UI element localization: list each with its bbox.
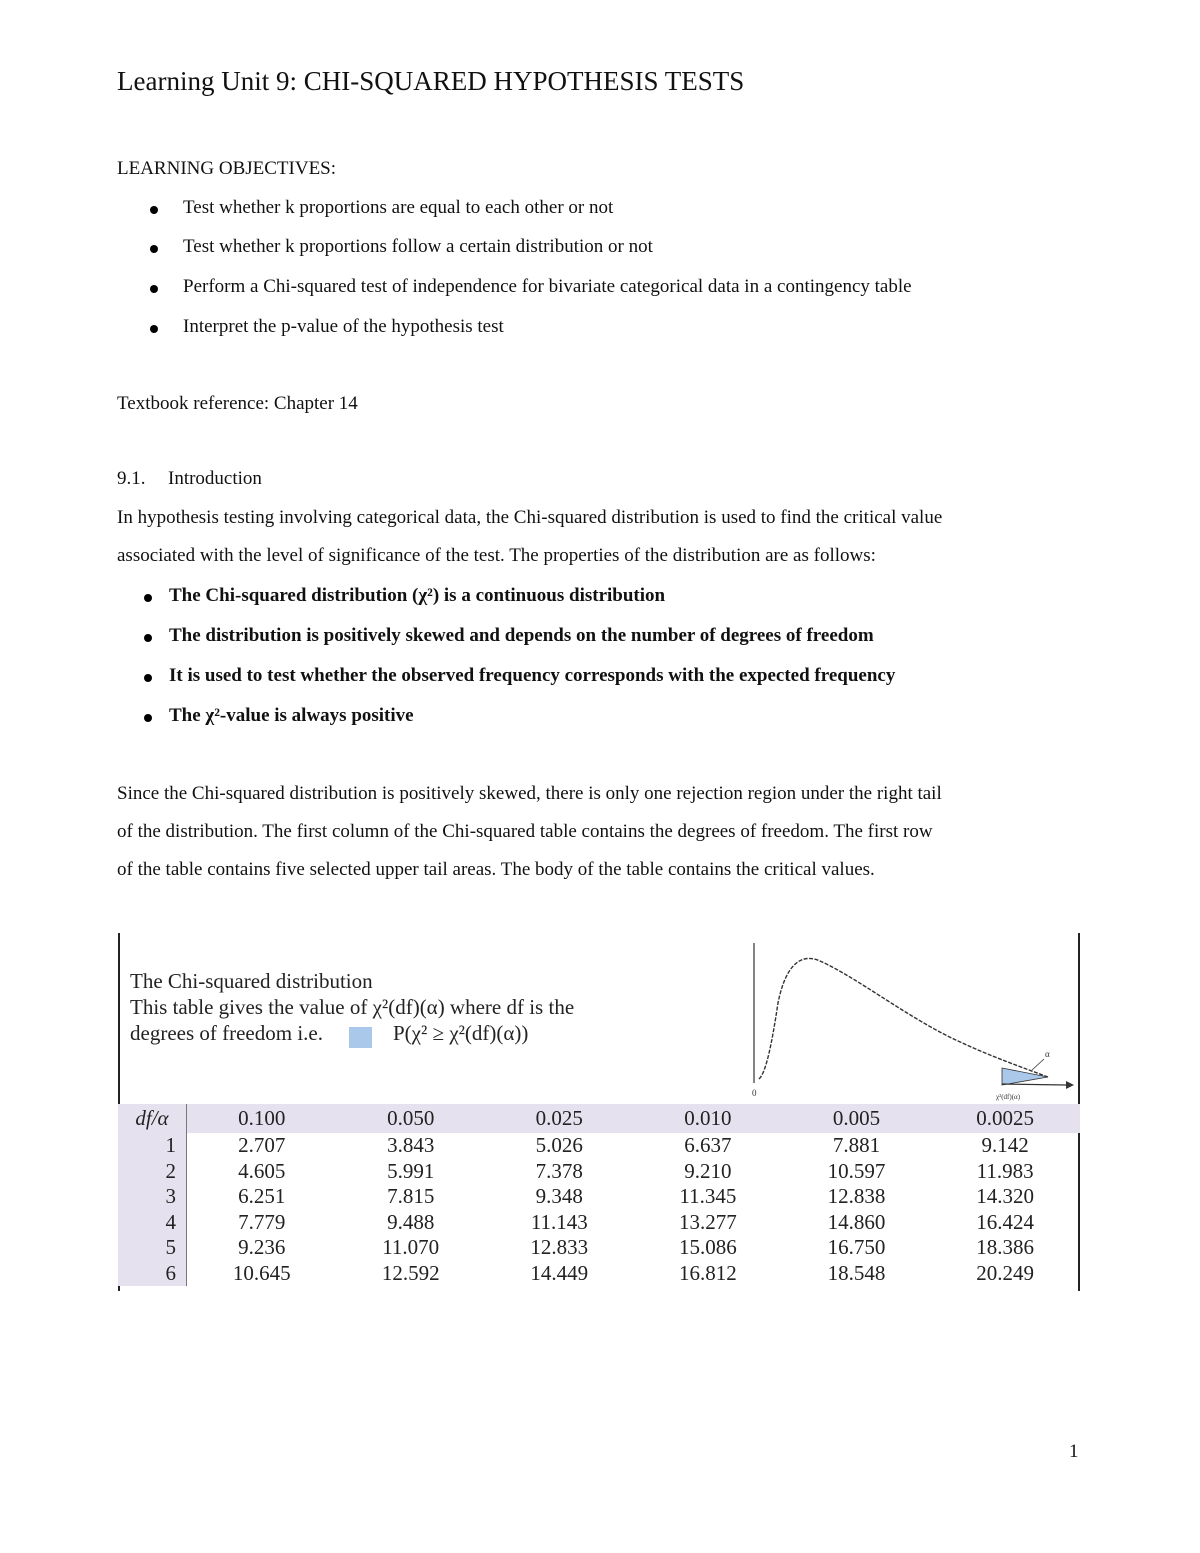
- textbook-reference: Textbook reference: Chapter 14: [117, 393, 358, 414]
- table-cell: 14.320: [976, 1184, 1035, 1209]
- rejection-region-shading: [1002, 1068, 1048, 1085]
- table-cell: 6.637: [684, 1133, 732, 1158]
- table-cell: 12.592: [381, 1260, 440, 1285]
- table-row: [118, 1261, 1080, 1287]
- table-cell: 11.345: [679, 1184, 737, 1209]
- objective-item: Test whether k proportions are equal to each other or not: [183, 197, 614, 218]
- df-cell: 5: [118, 1235, 187, 1261]
- chi-squared-curve-diagram: [748, 933, 1080, 1103]
- objective-item: Test whether k proportions follow a certain distribution or not: [183, 236, 653, 257]
- table-cell: 9.210: [684, 1158, 732, 1183]
- table-cell: 16.812: [679, 1260, 737, 1285]
- objective-item: Interpret the p-value of the hypothesis test: [183, 316, 504, 337]
- table-cell: 5.991: [387, 1158, 435, 1183]
- bullet-icon: [144, 634, 152, 642]
- column-header: 0.050: [336, 1104, 485, 1133]
- intro-paragraph-line: associated with the level of significance of the test. The properties of the distribution are as follows:: [117, 545, 876, 566]
- table-cell: 7.378: [535, 1158, 583, 1183]
- column-header: 0.025: [485, 1104, 634, 1133]
- table-row: [118, 1133, 1080, 1159]
- df-cell: 1: [118, 1133, 187, 1159]
- bullet-icon: [150, 245, 158, 253]
- table-row: [118, 1159, 1080, 1185]
- table-cell: 7.779: [238, 1209, 286, 1234]
- figure-caption: This table gives the value of χ²(df)(α) where df is the: [130, 995, 575, 1019]
- shaded-area-swatch: [349, 1027, 372, 1048]
- intro-paragraph-line: In hypothesis testing involving categorical data, the Chi-squared distribution is used to find the critical value: [117, 507, 943, 528]
- bullet-icon: [150, 206, 158, 214]
- chi-squared-table-figure: [118, 933, 1080, 1291]
- table-cell: 11.070: [382, 1235, 440, 1260]
- origin-label: 0: [752, 1088, 757, 1098]
- table-header-row: [118, 1104, 1080, 1133]
- figure-caption: The Chi-squared distribution: [130, 969, 373, 993]
- table-cell: 14.860: [827, 1209, 886, 1234]
- property-item: The Chi-squared distribution (χ²) is a continuous distribution: [169, 585, 666, 606]
- table-cell: 15.086: [679, 1235, 737, 1260]
- alpha-pointer: [1032, 1059, 1044, 1070]
- table-cell: 14.449: [530, 1260, 589, 1285]
- bullet-icon: [144, 594, 152, 602]
- section-title: Introduction: [168, 468, 262, 489]
- table-cell: 20.249: [976, 1260, 1035, 1285]
- table-cell: 9.348: [535, 1184, 583, 1209]
- explanation-paragraph-line: of the table contains five selected upper tail areas. The body of the table contains the critical values.: [117, 859, 875, 880]
- probability-formula: P(χ² ≥ χ²(df)(α)): [393, 1021, 529, 1045]
- df-cell: 4: [118, 1210, 187, 1236]
- table-cell: 7.881: [832, 1133, 881, 1158]
- density-curve: [759, 958, 1048, 1079]
- bullet-icon: [144, 714, 152, 722]
- table-cell: 4.605: [238, 1158, 286, 1183]
- objectives-heading: LEARNING OBJECTIVES:: [117, 158, 337, 179]
- bullet-icon: [150, 285, 158, 293]
- arrow-head-icon: [1066, 1081, 1074, 1089]
- table-cell: 5.026: [535, 1133, 583, 1158]
- critical-value-label: χ²(df)(α): [996, 1093, 1021, 1101]
- bullet-icon: [144, 674, 152, 682]
- alpha-label: α: [1045, 1049, 1050, 1059]
- table-cell: 18.548: [827, 1260, 886, 1285]
- df-cell: 2: [118, 1159, 187, 1185]
- property-item: The χ²-value is always positive: [169, 705, 414, 726]
- table-cell: 16.424: [976, 1209, 1035, 1234]
- table-cell: 11.143: [530, 1209, 588, 1234]
- page-title: Learning Unit 9: CHI-SQUARED HYPOTHESIS TESTS: [117, 66, 745, 96]
- chi-squared-critical-values-table: [118, 1104, 1080, 1286]
- column-header: 0.005: [782, 1104, 931, 1133]
- bullet-icon: [150, 325, 158, 333]
- table-cell: 9.142: [981, 1133, 1029, 1158]
- table-cell: 12.838: [827, 1184, 886, 1209]
- table-cell: 10.645: [232, 1260, 291, 1285]
- explanation-paragraph-line: Since the Chi-squared distribution is positively skewed, there is only one rejection region under the right tail: [117, 783, 942, 804]
- figure-caption: degrees of freedom i.e.: [130, 1021, 323, 1045]
- table-cell: 7.815: [387, 1184, 435, 1209]
- column-header: 0.0025: [931, 1104, 1080, 1133]
- table-cell: 13.277: [679, 1209, 737, 1234]
- df-cell: 6: [118, 1261, 187, 1287]
- table-row: [118, 1184, 1080, 1210]
- table-cell: 9.488: [387, 1209, 435, 1234]
- table-cell: 16.750: [827, 1235, 886, 1260]
- curve-x-axis: [1002, 1084, 1066, 1085]
- property-item: The distribution is positively skewed and depends on the number of degrees of freedom: [169, 625, 874, 646]
- table-cell: 11.983: [976, 1158, 1034, 1183]
- property-item: It is used to test whether the observed frequency corresponds with the expected frequency: [169, 665, 896, 686]
- table-cell: 6.251: [238, 1184, 286, 1209]
- explanation-paragraph-line: of the distribution. The first column of the Chi-squared table contains the degrees of freedom. The first row: [117, 821, 933, 842]
- table-cell: 2.707: [238, 1133, 286, 1158]
- table-corner-header: df/α: [118, 1104, 187, 1133]
- table-cell: 12.833: [530, 1235, 589, 1260]
- column-header: 0.010: [634, 1104, 783, 1133]
- objective-item: Perform a Chi-squared test of independence for bivariate categorical data in a contingency table: [183, 276, 912, 297]
- table-row: [118, 1235, 1080, 1261]
- table-cell: 18.386: [976, 1235, 1035, 1260]
- table-row: [118, 1210, 1080, 1236]
- table-cell: 3.843: [387, 1133, 435, 1158]
- df-cell: 3: [118, 1184, 187, 1210]
- column-header: 0.100: [187, 1104, 337, 1133]
- page-number: 1: [1069, 1441, 1079, 1462]
- table-cell: 10.597: [827, 1158, 886, 1183]
- table-cell: 9.236: [238, 1235, 286, 1260]
- section-number: 9.1.: [117, 468, 146, 489]
